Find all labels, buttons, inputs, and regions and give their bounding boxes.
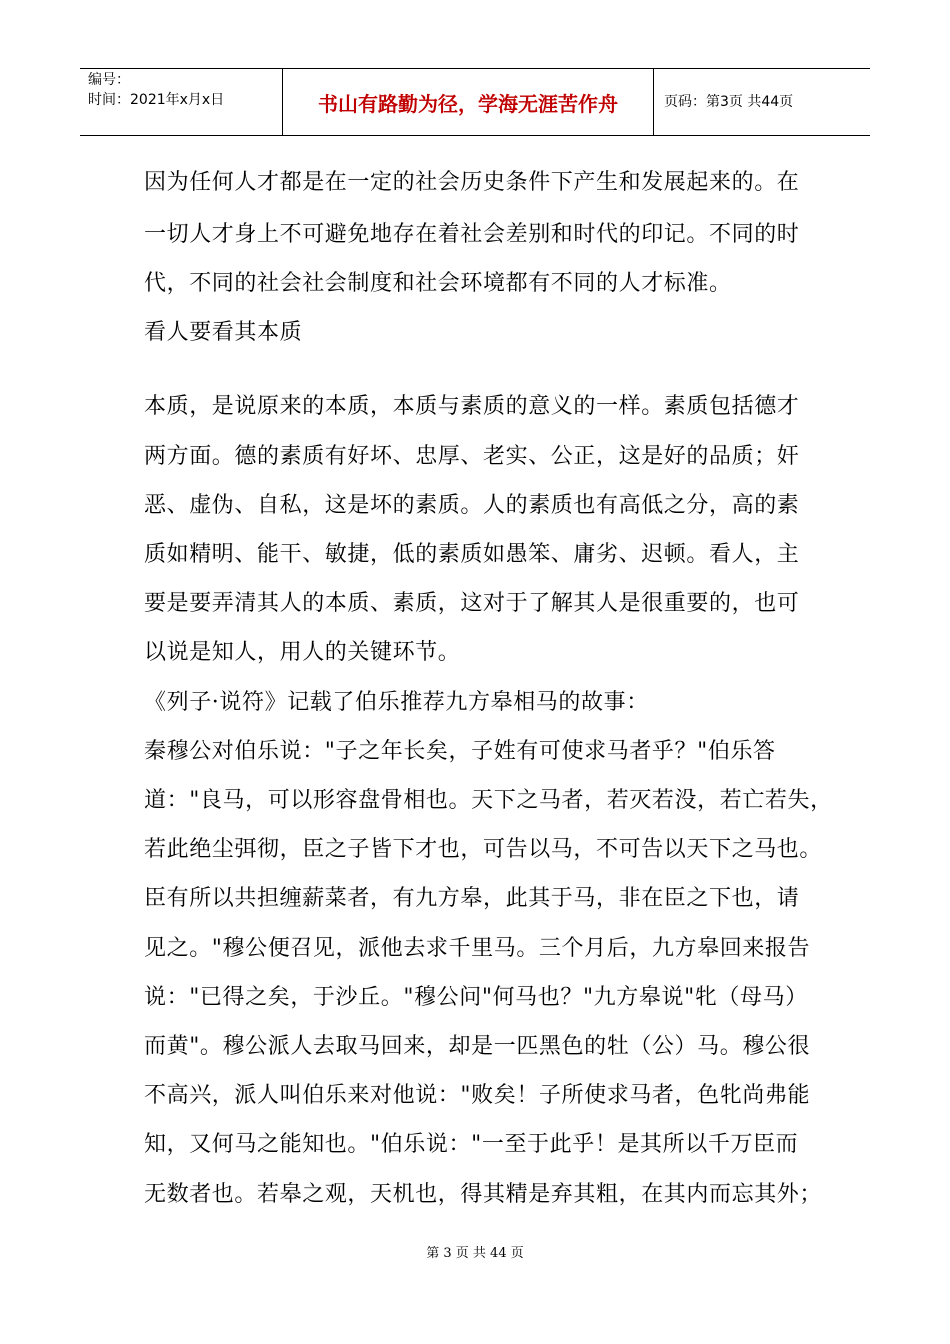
document-date-label: 时间：2021年x月x日 [88,92,225,108]
body-line: 《列子·说符》记载了伯乐推荐九方皋相马的故事： [144,690,649,715]
body-line: 见之。"穆公便召见，派他去求千里马。三个月后，九方皋回来报告 [144,936,811,961]
body-line: 若此绝尘弭彻，臣之子皆下才也，可告以马，不可告以天下之马也。 [144,837,823,862]
body-line: 一切人才身上不可避免地存在着社会差别和时代的印记。不同的时 [144,222,800,247]
body-line: 臣有所以共担缠薪菜者，有九方皋，此其于马，非在臣之下也，请 [144,886,800,911]
body-line: 无数者也。若皋之观，天机也，得其精是弃其粗，在其内而忘其外； [144,1182,823,1207]
body-line: 要是要弄清其人的本质、素质，这对于了解其人是很重要的，也可 [144,591,800,616]
body-line: 恶、虚伪、自私，这是坏的素质。人的素质也有高低之分，高的素 [144,493,800,518]
header-meta-cell [80,69,282,135]
body-line: 不高兴，派人叫伯乐来对他说："败矣！子所使求马者，色牝尚弗能 [144,1083,811,1108]
body-line: 以说是知人，用人的关键环节。 [144,640,461,665]
body-line: 因为任何人才都是在一定的社会历史条件下产生和发展起来的。在 [144,170,800,195]
header-page-code: 页码：第3页 共44页 [664,94,794,110]
body-line: 说："已得之矣，于沙丘。"穆公问"何马也？"九方皋说"牝（母马） [144,985,808,1010]
body-line: 两方面。德的素质有好坏、忠厚、老实、公正，这是好的品质；奸 [144,444,800,469]
header-page-cell [654,69,870,135]
header-motto: 书山有路勤为径，学海无涯苦作舟 [318,92,618,116]
body-line: 道："良马，可以形容盘骨相也。天下之马者，若灭若没，若亡若失， [144,788,833,813]
page-header [80,68,870,136]
body-line: 而黄"。穆公派人去取马回来，却是一匹黑色的牡（公）马。穆公很 [144,1034,811,1059]
header-motto-cell [282,69,654,135]
body-line: 知，又何马之能知也。"伯乐说："一至于此乎！是其所以千万臣而 [144,1132,799,1157]
document-number-label: 编号： [88,72,130,88]
body-line: 质如精明、能干、敏捷，低的素质如愚笨、庸劣、迟顿。看人，主 [144,542,800,567]
page-footer: 第 3 页 共 44 页 [426,1246,524,1261]
body-line: 秦穆公对伯乐说："子之年长矣，子姓有可使求马者乎？"伯乐答 [144,739,776,764]
body-line: 本质，是说原来的本质，本质与素质的意义的一样。素质包括德才 [144,394,800,419]
section-heading: 看人要看其本质 [144,320,303,345]
body-line: 代，不同的社会社会制度和社会环境都有不同的人才标准。 [144,271,732,296]
